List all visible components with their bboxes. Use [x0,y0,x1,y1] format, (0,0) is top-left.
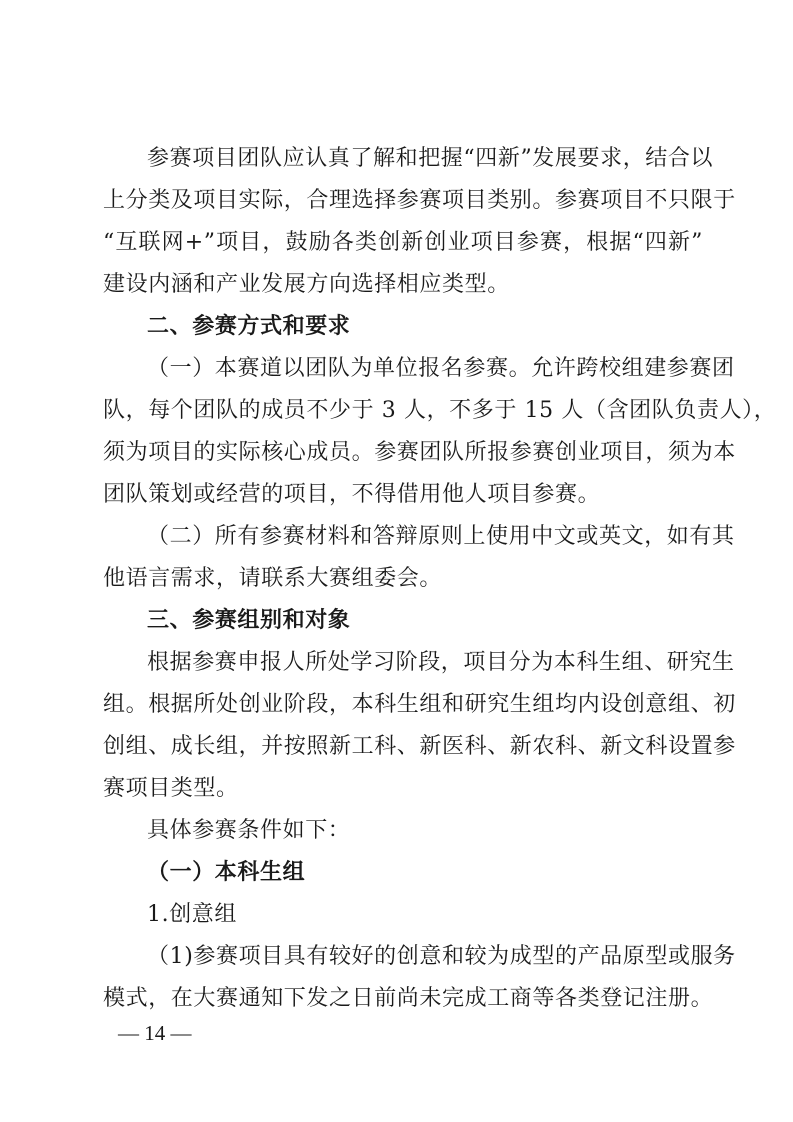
subsection-heading: （一）本科生组 [147,860,306,885]
page-number: — 14 — [118,1021,192,1045]
paragraph-line: 模式，在大赛通知下发之日前尚未完成工商等各类登记注册。 [103,986,714,1011]
section-heading-3: 三、参赛组别和对象 [147,608,351,633]
paragraph-line: 根据参赛申报人所处学习阶段，项目分为本科生组、研究生 [147,650,735,675]
paragraph-line: （二）所有参赛材料和答辩原则上使用中文或英文，如有其 [147,524,735,549]
paragraph-line: 建设内涵和产业发展方向选择相应类型。 [103,272,510,297]
paragraph-line: 他语言需求，请联系大赛组委会。 [103,566,443,591]
list-item-heading: 1.创意组 [147,902,237,927]
section-heading-2: 二、参赛方式和要求 [147,314,351,339]
paragraph-line: 参赛项目团队应认真了解和把握“四新”发展要求，结合以 [147,146,714,171]
paragraph-line: 创组、成长组，并按照新工科、新医科、新农科、新文科设置参 [103,734,736,759]
paragraph-line: 队，每个团队的成员不少于 3 人，不多于 15 人（含团队负责人）， [103,398,777,423]
paragraph-line: 团队策划或经营的项目，不得借用他人项目参赛。 [103,482,601,507]
paragraph-line: 具体参赛条件如下： [147,818,351,843]
paragraph-line: （1)参赛项目具有较好的创意和较为成型的产品原型或服务 [147,944,736,969]
paragraph-line: 组。根据所处创业阶段，本科生组和研究生组均内设创意组、初 [103,692,736,717]
paragraph-line: （一）本赛道以团队为单位报名参赛。允许跨校组建参赛团 [147,356,735,381]
paragraph-line: 赛项目类型。 [103,776,239,801]
paragraph-line: “互联网+”项目，鼓励各类创新创业项目参赛，根据“四新” [103,230,703,255]
paragraph-line: 须为项目的实际核心成员。参赛团队所报参赛创业项目，须为本 [103,440,736,465]
paragraph-line: 上分类及项目实际，合理选择参赛项目类别。参赛项目不只限于 [103,188,736,213]
